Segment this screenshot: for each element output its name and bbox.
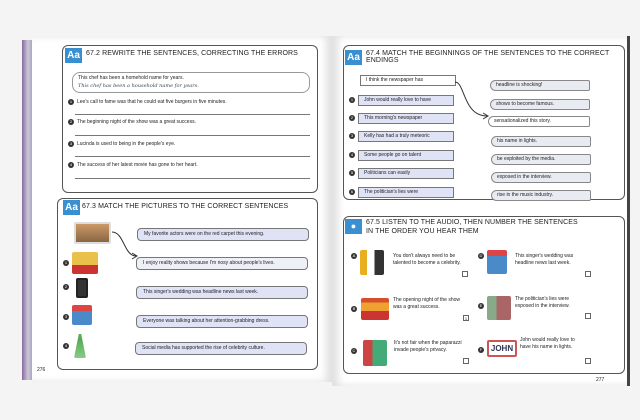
item-number: 4 bbox=[350, 152, 354, 157]
beginning-box[interactable]: The politician's lies were bbox=[358, 187, 454, 198]
answer-line[interactable] bbox=[75, 135, 310, 136]
ending-box[interactable]: exposed in the interview. bbox=[491, 172, 591, 183]
celebrity-couple-picture bbox=[72, 252, 98, 274]
beginning-box[interactable]: Politicians can easily bbox=[358, 168, 454, 179]
item-number: 5 bbox=[350, 170, 354, 175]
exercise-title: 67.4 MATCH THE BEGINNINGS OF THE SENTENCES TO THE CORRECT ENDINGS bbox=[366, 50, 610, 64]
beginning-box[interactable]: I think the newspaper has bbox=[360, 75, 456, 86]
aa-icon: Aa bbox=[345, 50, 362, 65]
item-sentence: The opening night of the show was a great success. bbox=[393, 297, 460, 310]
item-sentence: John would really love to have his name in lights. bbox=[520, 337, 575, 350]
aa-icon: Aa bbox=[65, 48, 82, 63]
beginning-box[interactable]: This morning's newspaper bbox=[358, 113, 454, 124]
ending-box[interactable]: sensationalized this story. bbox=[488, 116, 590, 127]
paparazzi-picture bbox=[363, 340, 387, 366]
item-letter: C bbox=[352, 348, 356, 353]
sentence-box[interactable]: I enjoy reality shows because I'm nosy about people's lives. bbox=[136, 257, 308, 270]
item-number: 3 bbox=[64, 314, 68, 319]
page-number: 276 bbox=[37, 367, 46, 373]
item-letter: B bbox=[352, 306, 356, 311]
item-number: 2 bbox=[350, 115, 354, 120]
red-carpet-tv-picture bbox=[74, 222, 111, 244]
ending-box[interactable]: headline is shocking! bbox=[490, 80, 590, 91]
beginning-box[interactable]: Kelly has had a truly meteoric bbox=[358, 131, 454, 142]
item-sentence: The politician's lies were exposed in the interview. bbox=[515, 296, 570, 309]
answer-checkbox[interactable] bbox=[585, 358, 591, 364]
exercise-title: 67.2 REWRITE THE SENTENCES, CORRECTING THE ERRORS bbox=[86, 50, 298, 57]
magazine-picture bbox=[487, 250, 507, 274]
sentence-box[interactable]: Social media has supported the rise of celebrity culture. bbox=[135, 342, 307, 355]
item-number: 4 bbox=[69, 162, 73, 167]
answer-checkbox[interactable] bbox=[462, 271, 468, 277]
example-answer: This chef has been a household name for years. bbox=[78, 83, 199, 89]
ending-box[interactable]: rise in the music industry. bbox=[491, 190, 591, 201]
beginning-box[interactable]: John would really love to have bbox=[358, 95, 454, 106]
photographer-picture bbox=[360, 250, 384, 275]
answer-line[interactable] bbox=[75, 178, 310, 179]
ending-box[interactable]: his name in lights. bbox=[491, 136, 591, 147]
example-sentence: This chef has been a homehold name for years. bbox=[78, 75, 184, 81]
answer-checkbox[interactable] bbox=[463, 358, 469, 364]
listening-person-icon: ● bbox=[345, 219, 362, 234]
magazine-picture bbox=[72, 305, 92, 325]
item-number: 1 bbox=[64, 260, 68, 265]
sentence-box[interactable]: Everyone was talking about her attention-grabbing dress. bbox=[136, 315, 308, 328]
answer-checkbox[interactable]: 1 bbox=[464, 316, 468, 321]
item-sentence: Lucinda is used to being in the people's eye. bbox=[77, 141, 176, 147]
item-number: 3 bbox=[350, 133, 354, 138]
item-sentence: The beginning night of the show was a great success. bbox=[77, 119, 196, 125]
item-letter: D bbox=[479, 253, 483, 258]
interview-picture bbox=[487, 296, 511, 320]
item-sentence: This singer's wedding was headline news last week. bbox=[515, 253, 574, 266]
item-number: 1 bbox=[350, 97, 354, 102]
item-sentence: You don't always need to be talented to become a celebrity. bbox=[393, 253, 461, 266]
aa-icon: Aa bbox=[63, 200, 80, 215]
beginning-box[interactable]: Some people go on talent bbox=[358, 150, 454, 161]
item-number: 2 bbox=[64, 284, 68, 289]
answer-line[interactable] bbox=[75, 114, 310, 115]
item-number: 2 bbox=[69, 119, 73, 124]
item-number: 6 bbox=[350, 189, 354, 194]
answer-checkbox[interactable] bbox=[585, 313, 591, 319]
item-sentence: It's not fair when the paparazzi invade people's privacy. bbox=[394, 340, 462, 353]
theater-stage-picture bbox=[361, 298, 389, 320]
ending-box[interactable]: shows to become famous. bbox=[490, 99, 590, 110]
item-number: 3 bbox=[69, 141, 73, 146]
ending-box[interactable]: be exploited by the media. bbox=[491, 154, 591, 165]
item-number: 1 bbox=[69, 99, 73, 104]
answer-checkbox[interactable] bbox=[585, 271, 591, 277]
item-letter: A bbox=[352, 253, 356, 258]
exercise-title: 67.5 LISTEN TO THE AUDIO, THEN NUMBER THE SENTENCES bbox=[366, 219, 578, 226]
item-sentence: Lee's call to fame was that he could eat five burgers in five minutes. bbox=[77, 99, 227, 105]
sentence-box[interactable]: My favorite actors were on the red carpet this evening. bbox=[137, 228, 309, 241]
item-letter: F bbox=[479, 347, 483, 352]
match-arrow bbox=[110, 228, 140, 262]
page-number: 277 bbox=[596, 377, 605, 383]
name-sign-picture: JOHN bbox=[487, 340, 517, 357]
item-number: 4 bbox=[64, 343, 68, 348]
exercise-title: IN THE ORDER YOU HEAR THEM bbox=[366, 228, 479, 235]
exercise-title: 67.3 MATCH THE PICTURES TO THE CORRECT SENTENCES bbox=[82, 203, 289, 210]
match-arrow bbox=[453, 80, 493, 122]
smartphone-picture bbox=[76, 278, 88, 298]
item-sentence: The success of her latest movie has gone to her heart. bbox=[77, 162, 198, 168]
item-letter: E bbox=[479, 303, 483, 308]
answer-line[interactable] bbox=[75, 156, 310, 157]
sentence-box[interactable]: This singer's wedding was headline news last week. bbox=[136, 286, 308, 299]
